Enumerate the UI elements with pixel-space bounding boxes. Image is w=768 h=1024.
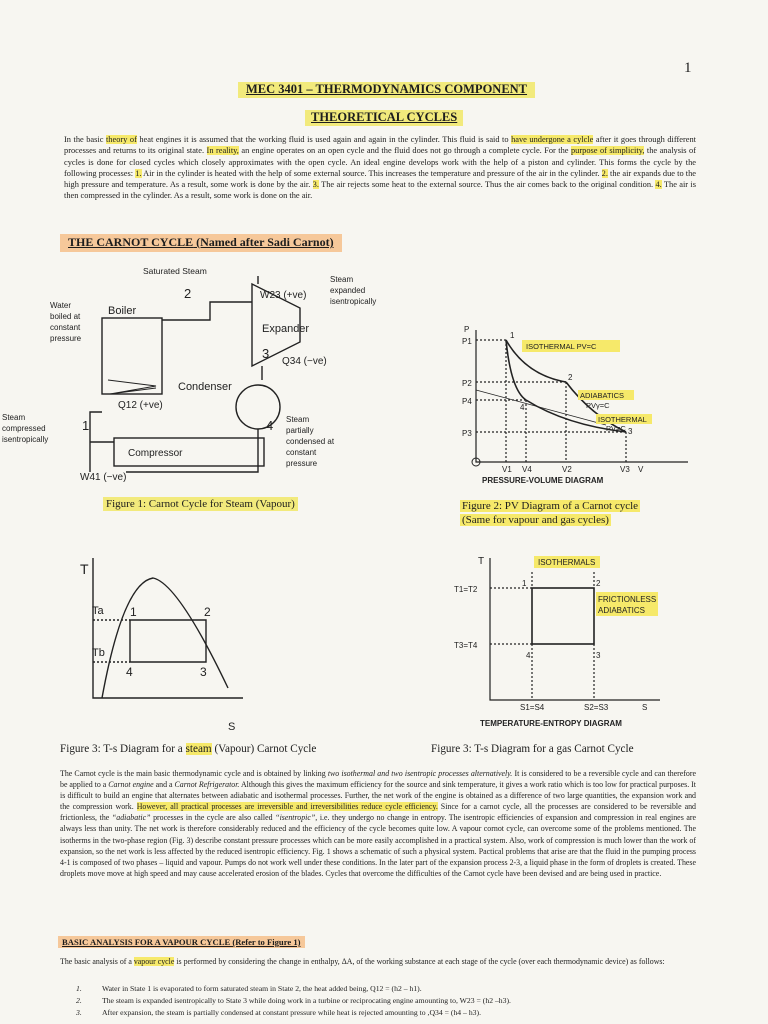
p4-label: P4 (462, 397, 472, 406)
v2-label: V2 (562, 465, 572, 474)
steam-partially-1: Steam (286, 415, 310, 424)
isothermal-top-label: ISOTHERMAL PV=C (526, 342, 597, 351)
s1s4-label: S1=S4 (520, 703, 545, 712)
point-4: 4 (126, 665, 133, 679)
tb-label: Tb (92, 647, 105, 659)
carnot-cycle-heading: THE CARNOT CYCLE (Named after Sadi Carnot) (60, 234, 342, 252)
p1-label: P1 (462, 337, 472, 346)
state-4: 4 (266, 418, 274, 433)
point-3: 3 (596, 651, 601, 660)
steam-partially-2: partially (286, 426, 314, 435)
condenser-label: Condenser (178, 381, 232, 393)
v1-label: V1 (502, 465, 512, 474)
t-axis-label: T (80, 561, 89, 577)
figure3b-caption: Figure 3: T-s Diagram for a gas Carnot Cycle (431, 743, 634, 755)
water-boiled-3: constant (50, 323, 81, 332)
point-2: 2 (568, 373, 573, 382)
s-axis-label: S (642, 703, 648, 712)
s2s3-label: S2=S3 (584, 703, 609, 712)
saturation-dome (102, 578, 228, 698)
s-axis-label: S (228, 721, 236, 733)
t-axis-label: T (478, 556, 485, 567)
steam-compressed-2: compressed (2, 424, 46, 433)
figure3a-caption: Figure 3: T-s Diagram for a steam (Vapour) Carnot Cycle (60, 743, 317, 755)
list-item: 1. Water in State 1 is evaporated to form saturated steam in State 2, the heat added being, Q12 = (h2 – h1). (76, 984, 422, 993)
steam-compressed-3: isentropically (2, 435, 49, 444)
isothermal-bottom-label: ISOTHERMAL (598, 415, 647, 424)
steam-expanded-1: Steam (330, 275, 354, 284)
pvgc-label: PVγ=C (586, 401, 610, 410)
isothermals-label: ISOTHERMALS (538, 558, 596, 567)
ta-label: Ta (92, 605, 104, 617)
carnot-body-paragraph: The Carnot cycle is the main basic thermodynamic cycle and is obtained by linking two isothermal and two isentropic processes alternatively. It is considered to be a reversible cycle and can therefore be applied to a Carnot engine and a Carnot Refrigerator. Although this gives the maximum efficiency for the source and sink temperature, it gives a work ratio which is too low for practical purposes. It is difficult to build an engine that alternates between adiabatic and isothermal processes. Further, the net work of the engine is obtained as a difference of two large quantities, the expansion work and the compression work. However, all practical processes are irreversible and irreversibilities reduce cycle efficiency. Since for a carnot cycle, all the processes are considered to be reversible and frictionless, the “adiabatic” processes in the cycle are also called “isentropic”, i.e. they undergo no change in entropy. The isentropic efficiencies of expansion and compression in real engines are always less than unity. The net work is therefore considerably reduced and the efficiency of the cycle becomes quite low. A vapour cornot cycle, can overcome some of the problems mentioned. The isotherms in the two-phase region (Fig. 3) describe constant pressure processes which can be more easily accomplished in a practical system. Also, work of compression is much lower than the work of expansion, so the net work is less affected by the reduced isentropic efficiency. Fig. 1 shows a schematic of such a physical system. Pactical problems that arise are that the fluid in the pumping process 4-1 is composed of two phases – liquid and vapour. Pumps do not work well under these conditions. In the later part of the expansion process 2-3, a liquid phase in the form of droplets is created. These droplets move move at high speed and may cause accelerated erosion of the blades. Cycles that overcome the difficulties of the Carnot cycle have been devised and are being used in practice. (60, 769, 697, 878)
point-1: 1 (130, 605, 137, 619)
boiler-label: Boiler (108, 305, 137, 317)
figure3-gas-ts (450, 552, 690, 734)
intro-paragraph: In the basic theory of heat engines it is assumed that the working fluid is used again and again in the cylinder. This fluid is said to have undergone a cylcle after it goes through different processes and returns to its original state. In reality, an engine operates on an open cycle and the fluid does not go through a complete cycle. For the purpose of simplicity, the analysis of cycles is done for closed cycles which closely approximates with the open cycle. An ideal engine develops work with the help of a piston and cylinder. This forms the cycle by the following processes: 1. Air in the cylinder is heated with the help of some external source. This increases the temperature and pressure of the air in the cylinder. 2. the air expands due to the high pressure and temperature. As a result, some work is done by the air. 3. The air rejects some heat to the external source. Thus the air comes back to the original condition. 4. The air is then compressed in the cylinder. As a result, some work is done on the air. (64, 135, 697, 201)
state-2: 2 (184, 286, 192, 301)
state-1: 1 (82, 418, 90, 433)
point-3: 3 (200, 665, 207, 679)
condenser-circle (236, 385, 280, 429)
water-boiled-1: Water (50, 301, 72, 310)
basic-analysis-heading: BASIC ANALYSIS FOR A VAPOUR CYCLE (Refer to Figure 1) (58, 936, 305, 948)
point-2: 2 (204, 605, 211, 619)
expander-label: Expander (262, 323, 310, 335)
carnot-rectangle (130, 620, 206, 662)
v4-label: V4 (522, 465, 532, 474)
state-3: 3 (262, 346, 270, 361)
p2-label: P2 (462, 379, 472, 388)
saturated-steam-label: Saturated Steam (143, 266, 207, 276)
adiabatics-label: ADIABATICS (580, 391, 625, 400)
course-title: MEC 3401 – THERMODYNAMICS COMPONENT (238, 82, 535, 98)
w41-label: W41 (−ve) (80, 472, 127, 483)
v-axis-label: V (638, 465, 644, 474)
carnot-rectangle (532, 588, 594, 644)
compressor-label: Compressor (128, 448, 183, 459)
point-4: 4 (520, 403, 525, 412)
p3-label: P3 (462, 429, 472, 438)
water-boiled-4: pressure (50, 334, 82, 343)
t3t4-label: T3=T4 (454, 641, 478, 650)
point-1: 1 (510, 331, 515, 340)
water-boiled-2: boiled at (50, 312, 81, 321)
section-title: THEORETICAL CYCLES (305, 110, 463, 126)
pvc-label: PV=C (606, 424, 626, 433)
steam-partially-3: condensed at (286, 437, 335, 446)
adiabatics-label: ADIABATICS (598, 606, 645, 615)
frictionless-label: FRICTIONLESS (598, 595, 657, 604)
pv-xlabel: PRESSURE-VOLUME DIAGRAM (482, 476, 604, 485)
v3-label: V3 (620, 465, 630, 474)
q12-label: Q12 (+ve) (118, 400, 163, 411)
point-3: 3 (628, 427, 633, 436)
list-item: 2. The steam is expanded isentropically to State 3 while doing work in a turbine or reciprocating engine amounting to, W23 = (h2 –h3). (76, 996, 511, 1005)
steam-compressed-1: Steam (2, 413, 26, 422)
list-item: 3. After expansion, the steam is partially condensed at constant pressure while heat is rejected amounting to ,Q34 = (h4 – h3). (76, 1008, 481, 1017)
point-2: 2 (596, 579, 601, 588)
p-axis-label: P (464, 325, 470, 334)
steam-partially-4: constant (286, 448, 317, 457)
figure2-pv-diagram (456, 320, 696, 490)
point-1: 1 (522, 579, 527, 588)
figure3-steam-ts (78, 558, 248, 733)
point-4: 4 (526, 651, 531, 660)
page-number: 1 (684, 60, 692, 76)
steam-partially-5: pressure (286, 459, 318, 468)
q34-label: Q34 (−ve) (282, 356, 327, 367)
figure1-schematic (0, 262, 420, 494)
w23-label: W23 (+ve) (260, 290, 307, 301)
basic-analysis-intro: The basic analysis of a vapour cycle is performed by considering the change in enthalpy, ΔA, of the working substance at each stage of the cycle (over each thermodynamic device) as follows: (60, 957, 665, 966)
steam-expanded-3: isentropically (330, 297, 377, 306)
t1t2-label: T1=T2 (454, 585, 478, 594)
ts-xlabel: TEMPERATURE-ENTROPY DIAGRAM (480, 719, 622, 728)
figure1-caption: Figure 1: Carnot Cycle for Steam (Vapour) (103, 497, 298, 511)
figure2-caption: Figure 2: PV Diagram of a Carnot cycle (Same for vapour and gas cycles) (462, 500, 639, 526)
steam-expanded-2: expanded (330, 286, 366, 295)
